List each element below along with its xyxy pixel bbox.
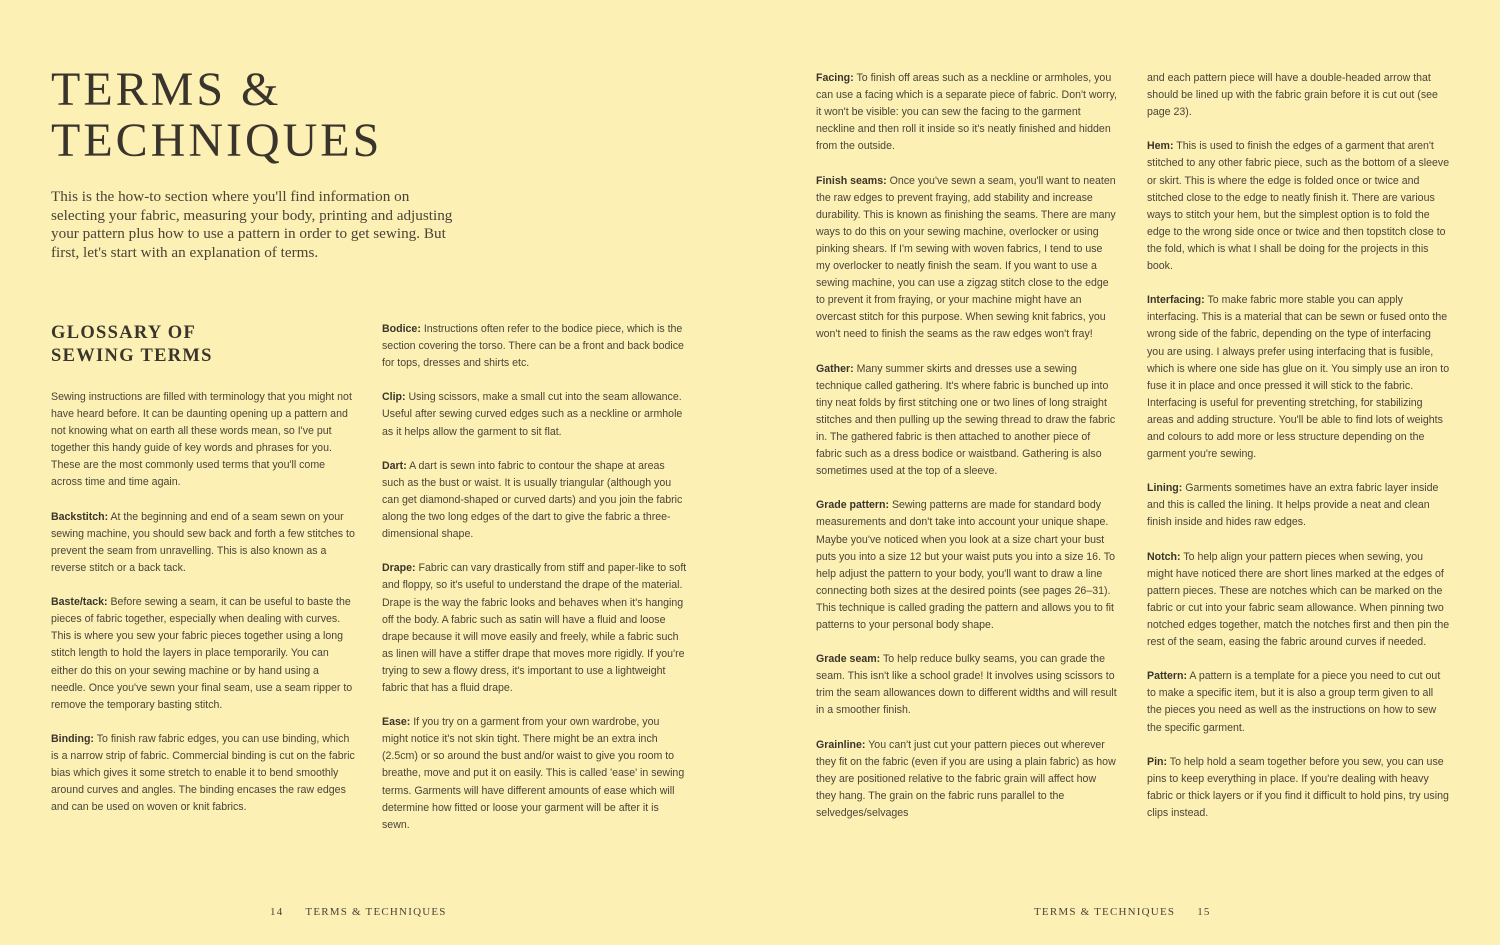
glossary-entry (816, 651, 1119, 719)
column-1 (51, 322, 356, 833)
glossary-entry (1147, 549, 1450, 652)
term-definition: Sewing patterns are made for standard body measurements and don't take into account your unique shape. Maybe you've noticed when you look at a size chart your bust puts you into a size 12 but your waist puts you into a size 16. To help adjust the pattern to your body, you'll want to draw a line connecting both sizes at the desired points (see pages 26–31). This technique is called grading the pattern and allows you to fit patterns to your personal body shape. (816, 499, 1115, 631)
term-label: Dart: (382, 459, 407, 472)
glossary-entry-continued (1147, 70, 1450, 121)
glossary-entry (1147, 754, 1450, 822)
term-definition: and each pattern piece will have a double-headed arrow that should be lined up with the fabric grain before it is cut out (see page 23). (1147, 72, 1438, 119)
term-definition: Fabric can vary drastically from stiff and paper-like to soft and floppy, so it's useful to understand the drape of the material. Drape is the way the fabric looks and behaves when it's hanging off the body. A fabric such as satin will have a fluid and loose drape because it will move easily and freely, while a fabric such as linen will have a stiffer drape that moves more rigidly. If you're trying to sew a flowy dress, it's important to use a lightweight fabric that has a fluid drape. (382, 562, 687, 694)
glossary-entry (816, 361, 1119, 481)
glossary-heading-line-1: GLOSSARY OF (51, 323, 197, 343)
term-definition: To help hold a seam together before you sew, you can use pins to keep everything in place. If you're dealing with heavy fabric or thick layers or if you find it difficult to hold pins, try using clips instead. (1147, 755, 1449, 820)
term-definition: To finish raw fabric edges, you can use binding, which is a narrow strip of fabric. Commercial binding is cut on the fabric bias which gives it some stretch to enable it to bend smoothly around curves and angles. The binding encases the raw edges and can be used on woven or knit fabrics. (51, 732, 355, 814)
glossary-entry (816, 173, 1119, 344)
glossary-entry (816, 737, 1119, 822)
glossary-entry (1147, 292, 1450, 463)
term-label: Clip: (382, 391, 406, 404)
term-definition: A pattern is a template for a piece you need to cut out to make a specific item, but it is also a group term given to all the pieces you need as well as the instructions on how to sew the specific garment. (1147, 670, 1441, 734)
glossary-entry (382, 321, 687, 372)
term-definition: To finish off areas such as a neckline or armholes, you can use a facing which is a separate piece of fabric. Don't worry, it won't be visible: you can sew the facing to the garment neckline and then roll it inside so it's neatly finished and hidden from the outside. (816, 72, 1117, 153)
term-definition: This is used to finish the edges of a garment that aren't stitched to any other fabric piece, such as the bottom of a sleeve or skirt. This is where the edge is folded once or twice and stitched close to the edge to neatly finish it. There are various ways to stitch your hem, but the simplest option is to fold the edge to the wrong side once or twice and then topstitch close to the fold, which is what I shall be doing for the projects in this book. (1147, 140, 1450, 273)
glossary-entry (816, 70, 1119, 155)
term-definition: To help align your pattern pieces when sewing, you might have noticed there are short lines marked at the edges of pattern pieces. These are notches which can be marked on the fabric or cut into your fabric seam allowance. When pinning two notched edges together, match the notches first and then pin the rest of the seam, easing the fabric around curves if needed. (1147, 550, 1450, 649)
page-number-right: 15 (1197, 906, 1211, 918)
term-label: Ease: (382, 716, 411, 729)
column-2 (382, 321, 687, 851)
term-definition: A dart is sewn into fabric to contour the shape at areas such as the bust or waist. It is usually triangular (although you can get diamond-shaped or curved darts) and you join the fabric along the two long edges of the dart to give the fabric a three-dimensional shape. (382, 459, 683, 541)
term-definition: If you try on a garment from your own wardrobe, you might notice it's not skin tight. There might be an extra inch (2.5cm) or so around the bust and/or waist to give you room to breathe, move and put it on easily. This is called 'ease' in sewing terms. Garments will have different amounts of ease which will determine how fitted or loose your garment will be after it is sewn. (382, 716, 685, 831)
footer-left (248, 906, 447, 918)
glossary-heading-line-2: SEWING TERMS (51, 346, 213, 366)
glossary-entry (382, 458, 687, 543)
term-label: Hem: (1147, 140, 1174, 153)
term-definition: Before sewing a seam, it can be useful to baste the pieces of fabric together, especially when dealing with curves. This is where you sew your fabric pieces together using a long stitch length to hold the layers in place temporarily. You can either do this on your sewing machine or by hand using a needle. Once you've sewn your final seam, use a seam ripper to remove the temporary basting stitch. (51, 596, 353, 711)
glossary-entry (382, 560, 687, 697)
term-label: Drape: (382, 562, 416, 575)
glossary-entry (1147, 480, 1450, 531)
term-label: Notch: (1147, 550, 1181, 563)
page-title-line-1: TERMS & (51, 63, 282, 116)
term-definition: To help reduce bulky seams, you can grade the seam. This isn't like a school grade! It involves using scissors to trim the seam allowances down to different widths and will result in a smoother finish. (816, 653, 1117, 717)
term-definition: Once you've sewn a seam, you'll want to neaten the raw edges to prevent fraying, add stability and increase durability. This is known as finishing the seams. There are many ways to do this on your sewing machine, overlocker or using pinking shears. If I'm sewing with woven fabrics, I tend to use my overlocker to neatly finish the seam. If you want to use a sewing machine, you can use a zigzag stitch close to the edge to prevent it from fraying, or your machine might have an overcast stitch for this purpose. When sewing knit fabrics, you won't need to finish the seams as the raw edges won't fray! (816, 174, 1116, 341)
page-title (51, 64, 382, 166)
glossary-intro: Sewing instructions are filled with terminology that you might not have heard before. It can be daunting opening up a pattern and not knowing what on earth all these words mean, so I've put together this handy guide of key words and phrases for you. These are the most commonly used terms that you'll come across time and time again. (51, 391, 352, 489)
running-footer-right: TERMS & TECHNIQUES (1034, 906, 1176, 918)
footer-right (1034, 906, 1233, 918)
term-label: Pin: (1147, 755, 1168, 768)
term-label: Finish seams: (816, 174, 887, 187)
term-definition: Using scissors, make a small cut into the seam allowance. Useful after sewing curved edges such as a neckline or armhole as it helps allow the garment to sit flat. (382, 391, 683, 438)
term-definition: To make fabric more stable you can apply interfacing. This is a material that can be sewn or fused onto the wrong side of the fabric, depending on the type of interfacing you are using. I always prefer using interfacing that is fusible, which is where one side has glue on it. You simply use an iron to fuse it in place and once pressed it will stick to the fabric. Interfacing is useful for preventing stretching, for stabilizing areas and adding structure. You'll be able to find lots of weights and colours to add more or less structure depending on the garment you're sewing. (1147, 294, 1450, 461)
term-label: Interfacing: (1147, 294, 1205, 307)
term-label: Gather: (816, 362, 854, 375)
running-footer-left: TERMS & TECHNIQUES (305, 906, 447, 918)
term-definition: Many summer skirts and dresses use a sewing technique called gathering. It's where fabric is bunched up into tiny neat folds by first stitching one or two lines of long straight stitches and then pulling up the sewing thread to draw the fabric in. The gathered fabric is then attached to another piece of fabric such as a dress bodice or waistband. Gathering is also sometimes used at the top of a sleeve. (816, 362, 1116, 478)
glossary-entry (51, 509, 356, 577)
glossary-entry (382, 389, 687, 440)
intro-paragraph: This is the how-to section where you'll find information on selecting your fabric, measuring your body, printing and adjusting your pattern plus how to use a pattern in order to get sewing. But first, let's start with an explanation of terms. (51, 188, 453, 261)
term-label: Grade pattern: (816, 499, 889, 512)
term-definition: At the beginning and end of a seam sewn on your sewing machine, you should sew back and forth a few stitches to prevent the seam from unravelling. This is also known as a reverse stitch or a back tack. (51, 510, 355, 574)
term-label: Pattern: (1147, 670, 1188, 683)
term-label: Grade seam: (816, 653, 881, 666)
page-number-left: 14 (270, 906, 284, 918)
glossary-entry (1147, 668, 1450, 736)
glossary-entry (816, 497, 1119, 634)
term-label: Grainline: (816, 738, 866, 751)
term-label: Baste/tack: (51, 596, 108, 609)
term-label: Facing: (816, 72, 854, 84)
column-3 (816, 70, 1119, 839)
glossary-entry (382, 714, 687, 834)
glossary-heading (51, 322, 356, 368)
term-definition: Garments sometimes have an extra fabric layer inside and this is called the lining. It helps provide a neat and clean finish inside and hides raw edges. (1147, 482, 1439, 529)
term-definition: Instructions often refer to the bodice piece, which is the section covering the torso. There can be a front and back bodice for tops, dresses and shirts etc. (382, 323, 684, 370)
page-title-line-2: TECHNIQUES (51, 114, 383, 167)
glossary-entry (1147, 138, 1450, 275)
glossary-entry (51, 594, 356, 714)
column-4 (1147, 70, 1450, 839)
term-label: Backstitch: (51, 510, 109, 523)
term-definition: You can't just cut your pattern pieces out wherever they fit on the fabric (even if you are using a plain fabric) as how they are positioned relative to the fabric grain will affect how they hang. The grain on the fabric runs parallel to the selvedges/selvages (816, 738, 1116, 820)
term-label: Binding: (51, 732, 94, 745)
term-label: Bodice: (382, 323, 421, 335)
glossary-entry (51, 731, 356, 816)
term-label: Lining: (1147, 482, 1183, 495)
